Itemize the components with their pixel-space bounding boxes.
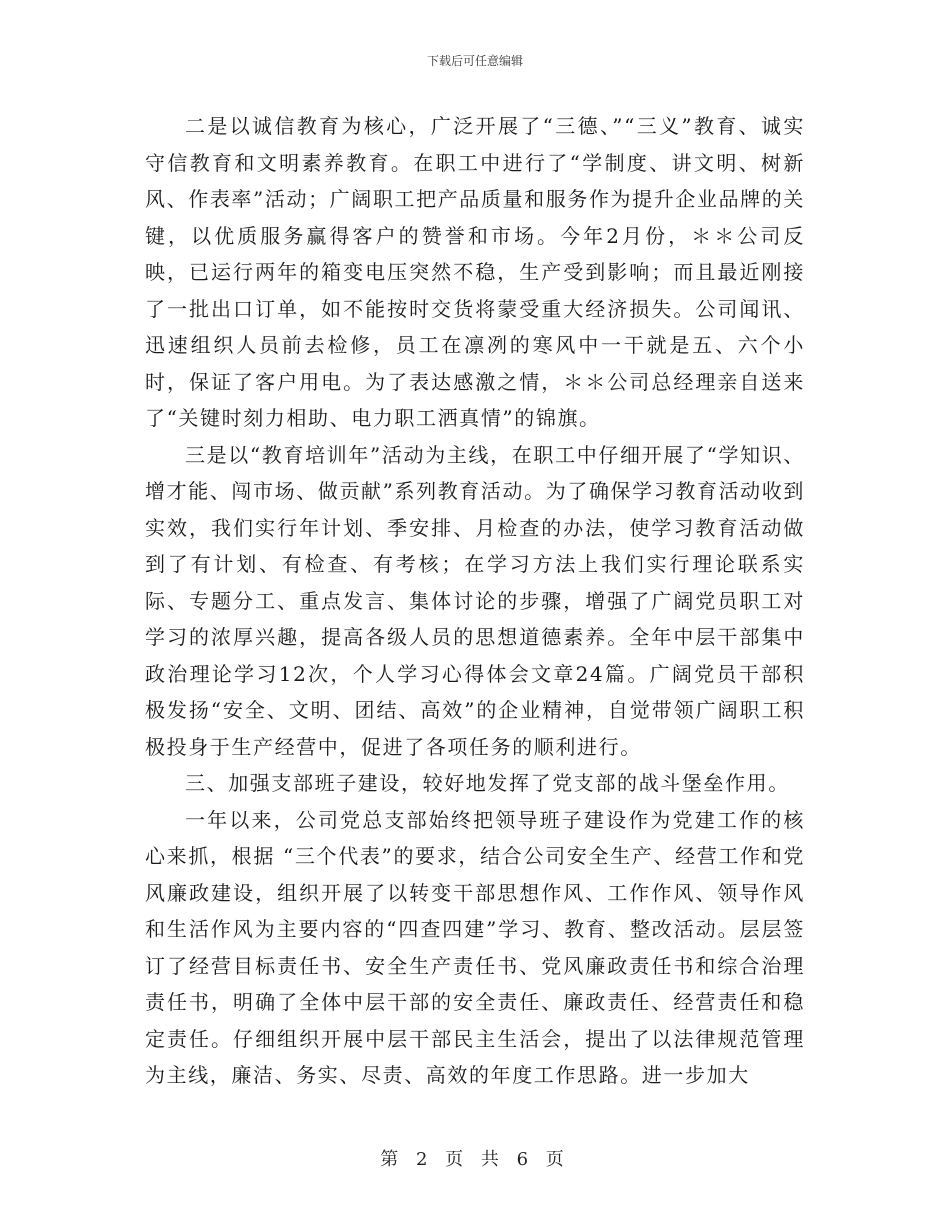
header-note: 下载后可任意编辑 xyxy=(426,54,523,68)
paragraph-training-year: 三是以“教育培训年”活动为主线，在职工中仔细开展了“学知识、增才能、闯市场、做贡献”系列教育活动。为了确保学习教育活动收到实效，我们实行年计划、季安排、月检查的办法，使学习教育活动做到了有计划、有检查、有考核；在学习方法上我们实行理论联系实际、专题分工、重点发言、集体讨论的步骤，增强了广阔党员职工对学习的浓厚兴趣，提高各级人员的思想道德素养。全年中层干部集中政治理论学习12次，个人学习心得体会文章24篇。广阔党员干部积极发扬“安全、文明、团结、高效”的企业精神，自觉带领广阔职工积极投身于生产经营中，促进了各项任务的顺利进行。 xyxy=(145,442,805,759)
document-body xyxy=(145,108,805,1094)
paragraph-integrity-education: 二是以诚信教育为核心，广泛开展了“三德、”“三义”教育、诚实守信教育和文明素养教育。在职工中进行了“学制度、讲文明、树新风、作表率”活动；广阔职工把产品质量和服务作为提升企业品牌的关键，以优质服务赢得客户的赞誉和市场。今年2月份，＊＊公司反映，已运行两年的箱变电压突然不稳，生产受到影响；而且最近刚接了一批出口订单，如不能按时交货将蒙受重大经济损失。公司闻讯、迅速组织人员前去检修，员工在凛冽的寒风中一干就是五、六个小时，保证了客户用电。为了表达感激之情，＊＊公司总经理亲自送来了“关键时刻力相助、电力职工洒真情”的锦旗。 xyxy=(145,114,805,430)
page-number: 第 2 页 共 6 页 xyxy=(380,1149,570,1170)
section-heading-branch-building: 三、加强支部班子建设，较好地发挥了党支部的战斗堡垒作用。 xyxy=(185,771,790,795)
paragraph-leadership-building: 一年以来，公司党总支部始终把领导班子建设作为党建工作的核心来抓，根据 “三个代表”的要求，结合公司安全生产、经营工作和党风廉政建设，组织开展了以转变干部思想作风、工作作风、领导作风和生活作风为主要内容的“四查四建”学习、教育、整改活动。层层签订了经营目标责任书、安全生产责任书、党风廉政责任书和综合治理责任书，明确了全体中层干部的安全责任、廉政责任、经营责任和稳定责任。仔细组织开展中层干部民主生活会，提出了以法律规范管理为主线，廉洁、务实、尽责、高效的年度工作思路。进一步加大 xyxy=(145,807,805,1087)
